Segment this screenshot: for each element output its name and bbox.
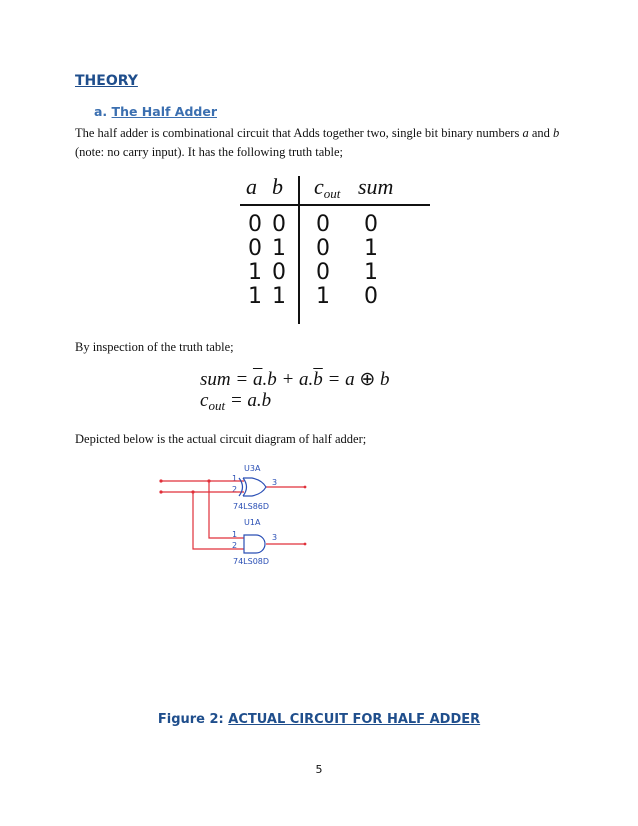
header-c-sub: out [323,186,341,201]
input-b-terminal [159,490,162,493]
cell-b: 0 [272,212,286,237]
eq-dot-b: .b [262,369,277,390]
and-gate-icon [244,535,265,553]
intro-and: and [528,126,554,140]
and-pin2-label: 2 [232,541,238,550]
cell-a: 0 [248,212,262,237]
intro-text-2: (note: no carry input). It has the following truth table; [75,145,343,159]
carry-terminal [304,543,307,546]
junction-b [191,490,194,493]
var-b: b [553,126,560,140]
caption-prefix: Figure 2: [157,712,229,727]
eq-c-equals: = [229,390,243,411]
eq-plus: + [281,369,295,390]
xor-part-label: 74LS86D [233,502,270,511]
eq-xor-b: b [380,369,390,390]
caption-title: ACTUAL CIRCUIT FOR HALF ADDER [228,712,481,727]
cell-cout: 1 [316,284,330,309]
header-sum: sum [358,174,394,199]
header-c: c [314,174,324,199]
and-pin3-label: 3 [272,533,278,542]
circuit-paragraph: Depicted below is the actual circuit diagram of half adder; [75,432,367,446]
eq-a-bar: $\overline{a}$ [252,369,263,390]
eq-a-dot: a. [299,369,314,390]
sum-terminal [304,486,307,489]
figure-caption [0,712,638,727]
cell-sum: 0 [364,284,378,309]
xor-pin1-label: 1 [232,474,238,483]
subsection-title: The Half Adder [111,104,217,119]
cell-a: 1 [248,260,262,285]
subsection-marker: a. [94,104,108,119]
xor-operator: ⊕ [359,369,376,390]
cell-sum: 1 [364,236,378,261]
header-b: b [272,174,283,199]
cell-sum: 1 [364,260,378,285]
cell-cout: 0 [316,212,330,237]
var-a: a [522,126,529,140]
cell-a: 1 [248,284,262,309]
and-pin1-label: 1 [232,530,238,539]
page-number: 5 [315,763,323,776]
eq-equals-2: = [327,369,341,390]
eq-sum-lhs: sum [200,369,231,390]
and-part-label: 74LS08D [233,557,270,566]
cell-sum: 0 [364,212,378,237]
junction-a [207,479,210,482]
inspection-paragraph: By inspection of the truth table; [75,340,234,354]
xor-pin3-label: 3 [272,478,278,487]
cell-cout: 0 [316,236,330,261]
cell-b: 1 [272,284,286,309]
eq-equals: = [235,369,249,390]
eq-c: c [200,390,209,411]
intro-text-1: The half adder is combinational circuit that Adds together two, single bit binary numbers [75,126,523,140]
input-a-terminal [159,479,162,482]
eq-b-bar: $\overline{b}$ [313,369,323,390]
section-heading: THEORY [75,73,138,89]
cell-a: 0 [248,236,262,261]
xor-ref-label: U3A [244,464,261,473]
xor-pin2-label: 2 [232,485,238,494]
eq-c-sub: out [208,398,226,413]
cell-b: 0 [272,260,286,285]
cell-cout: 0 [316,260,330,285]
and-ref-label: U1A [244,518,261,527]
eq-xor-a: a [345,369,355,390]
header-a: a [246,174,257,199]
eq-c-rhs: a.b [247,390,272,411]
cell-b: 1 [272,236,286,261]
